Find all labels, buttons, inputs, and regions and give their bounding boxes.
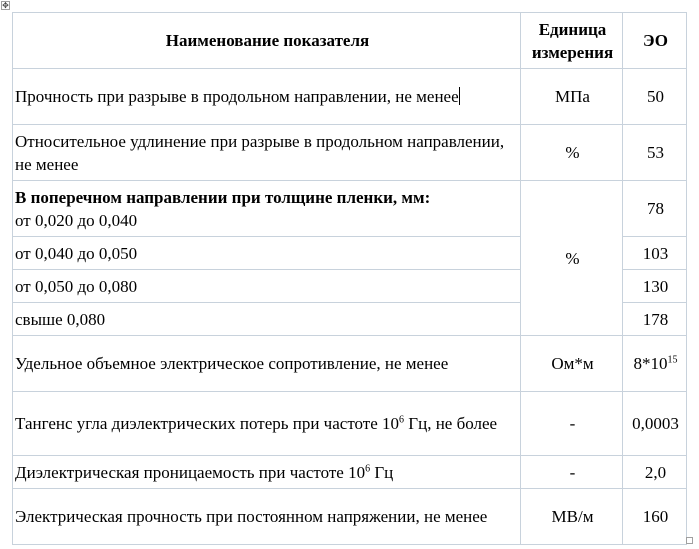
row-value-cell[interactable]: 53 (623, 125, 687, 181)
row-value-cell[interactable]: 178 (623, 303, 687, 336)
header-name: Наименование показателя (13, 13, 521, 69)
header-value: ЭО (623, 13, 687, 69)
table-row (13, 392, 687, 456)
row-name-cell[interactable]: Тангенс угла диэлектрических потерь при частоте $10^6$ Гц, не более (13, 392, 521, 456)
row-name-cell[interactable]: Электрическая прочность при постоянном напряжении, не менее (13, 489, 521, 545)
row-unit-cell[interactable]: % (521, 125, 623, 181)
row-name-cell[interactable]: Относительное удлинение при разрыве в продольном направлении, не менее (13, 125, 521, 181)
row-name-cell[interactable]: Удельное объемное электрическое сопротивление, не менее (13, 336, 521, 392)
row-name-cell[interactable] (13, 181, 521, 237)
row-unit-cell[interactable]: Ом*м (521, 336, 623, 392)
row-unit-cell[interactable]: - (521, 456, 623, 489)
row-value-cell[interactable]: 160 (623, 489, 687, 545)
row-value-cell[interactable]: 130 (623, 270, 687, 303)
row-name-cell[interactable]: от 0,050 до 0,080 (13, 270, 521, 303)
table-row (13, 456, 687, 489)
table-row (13, 489, 687, 545)
row-name-cell[interactable]: от 0,040 до 0,050 (13, 237, 521, 270)
row-unit-cell[interactable]: МВ/м (521, 489, 623, 545)
table-header-row (13, 13, 687, 69)
properties-table (12, 12, 687, 545)
row-unit-cell[interactable]: % (521, 181, 623, 336)
frequency-exponent: 6 (365, 462, 371, 474)
row-name-cell[interactable]: Прочность при разрыве в продольном направлении, не менее (13, 69, 521, 125)
header-unit-line1: Единица (538, 19, 607, 39)
table-move-handle-icon[interactable]: ✥ (2, 1, 9, 10)
row-value-cell[interactable]: 78 (623, 181, 687, 237)
table-row (13, 336, 687, 392)
text-cursor (459, 87, 460, 105)
table-row (13, 125, 687, 181)
row-value-cell[interactable]: 103 (623, 237, 687, 270)
row-name-cell[interactable]: Диэлектрическая проницаемость при частоте $10^6$ Гц (13, 456, 521, 489)
row-unit-cell[interactable]: - (521, 392, 623, 456)
header-unit-line2: измерения (531, 42, 614, 62)
value-base: 8*10 (633, 354, 668, 373)
table-row (13, 69, 687, 125)
row-value-cell[interactable] (623, 336, 687, 392)
table-row (13, 181, 687, 237)
row-value-cell[interactable]: 2,0 (623, 456, 687, 489)
value-exponent: 15 (667, 354, 678, 366)
table-resize-handle-icon[interactable] (686, 537, 693, 544)
row-name-cell[interactable]: свыше 0,080 (13, 303, 521, 336)
header-unit (521, 13, 623, 69)
row-unit-cell[interactable]: МПа (521, 69, 623, 125)
row-value-cell[interactable]: 50 (623, 69, 687, 125)
row-value-cell[interactable]: 0,0003 (623, 392, 687, 456)
thickness-range: от 0,020 до 0,040 (15, 210, 138, 230)
frequency-exponent: 6 (399, 414, 405, 426)
transverse-heading: В поперечном направлении при толщине пленки, мм: (15, 187, 431, 207)
